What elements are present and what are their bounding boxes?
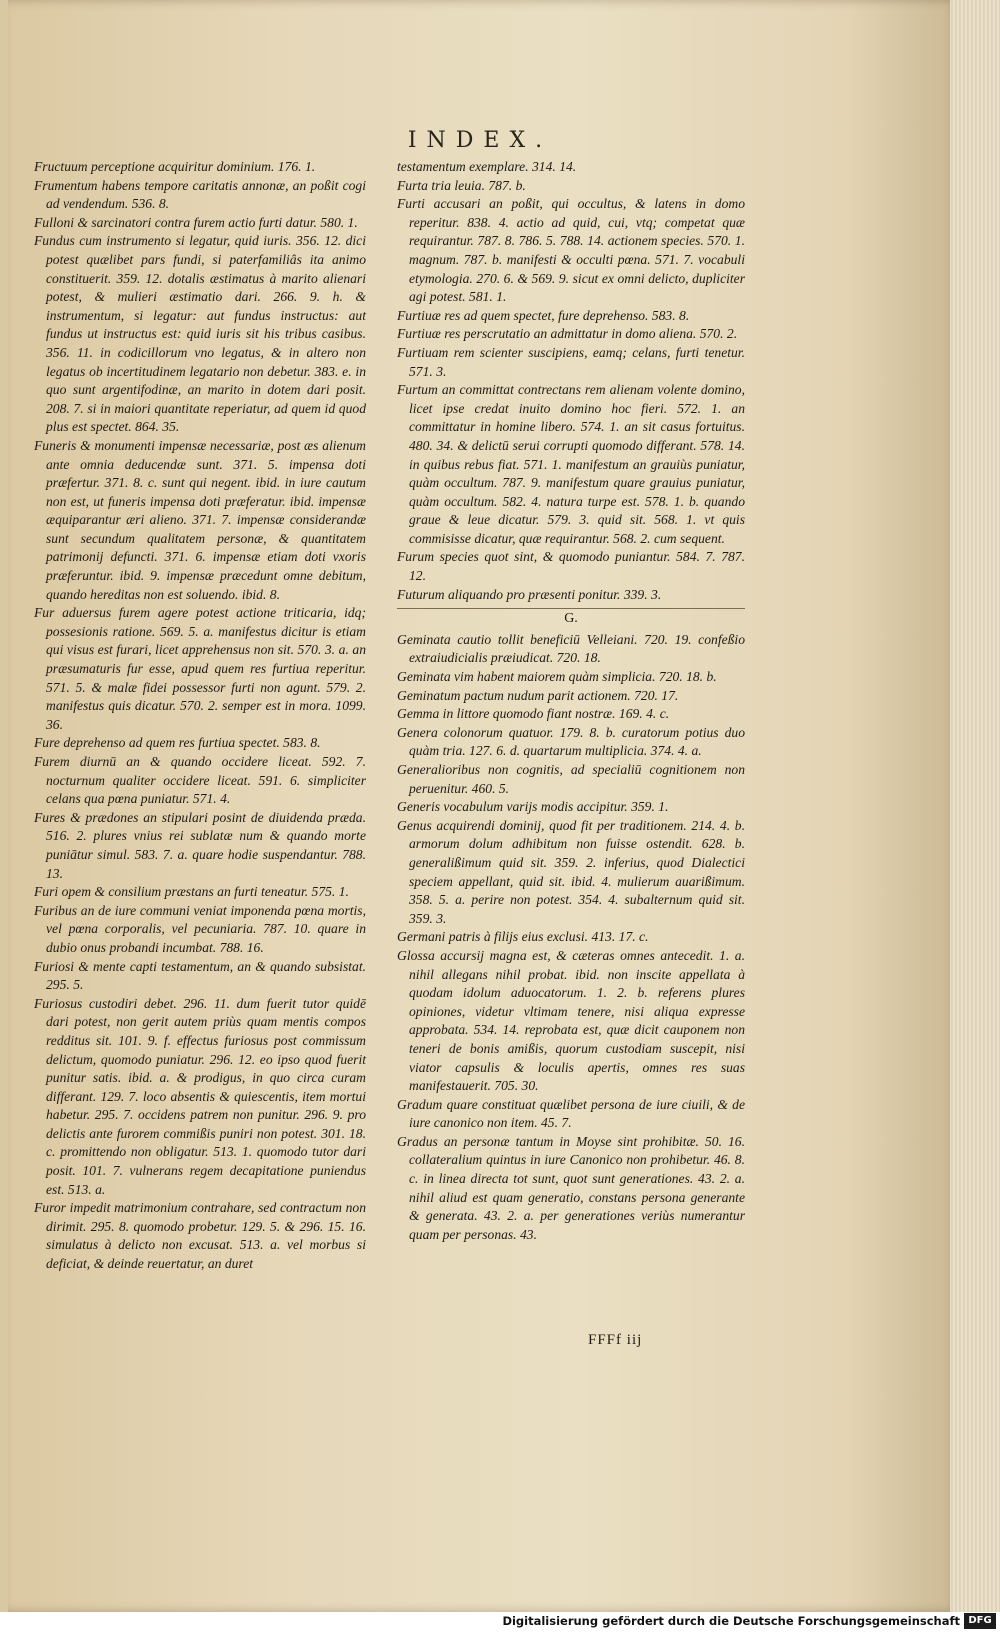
index-entry: Furor impedit matrimonium contrahare, sed contractum non dirimit. 295. 8. quomodo probetur. 129. 5. & 296. 15. 16. simulatus à delicto non excusat. 513. a. vel morbus si deficiat, & deinde reuertatur, an duret [34, 1200, 366, 1272]
page-header: INDEX. [407, 128, 553, 153]
index-entry: Gemma in littore quomodo fiant nostræ. 169. 4. c. [397, 706, 670, 722]
index-entry: Fures & prædones an stipulari posint de diuidenda præda. 516. 2. plures vnius rei sublatæ num & quando morte puniātur simul. 583. 7. a. quare hodie suspendantur. 788. 13. [34, 809, 366, 881]
index-entry: Furtiuam rem scienter suscipiens, eamq; celans, furti tenetur. 571. 3. [397, 344, 745, 379]
index-entry: Furti accusari an poßit, qui occultus, & latens in domo reperitur. 838. 4. actio ad quid, cui, vtq; competat quæ requirantur. 787. 8. 786. 5. 788. 14. actionem species. 570. 1. magnum. 787. b. manifesti & occulti pœna. 571. 7. vocabuli etymologia. 270. 6. & 569. 9. sicut ex omni delicto, dupliciter agi potest. 581. 1. [397, 196, 745, 305]
index-entry: Fure deprehenso ad quem res furtiua spectet. 583. 8. [34, 735, 321, 751]
index-entry: Futurum aliquando pro præsenti ponitur. 339. 3. [397, 586, 662, 602]
index-entry: Furtiuæ res perscrutatio an admittatur in domo aliena. 570. 2. [397, 326, 738, 342]
index-entry: Fructuum perceptione acquiritur dominium. 176. 1. [34, 159, 316, 174]
dfg-logo: DFG [964, 1613, 996, 1629]
index-entry: Furibus an de iure communi veniat imponenda pœna mortis, vel pœna corporalis, vel pecuniaria. 787. 10. quare in dubio onus probandi incumbat. 788. 16. [34, 902, 366, 955]
index-entry: Glossa accursij magna est, & cæteras omnes antecedit. 1. a. nihil allegans nihil probat. ibid. non inscite appellata à quodam idolum aduocatorum. 1. 2. b. referens plures opiniones, videtur vltimam tenere, nisi aliqua expresse approbata. 534. 14. reprobata est, quæ dicit cauponem non teneri de bonis amißis, quorum custodiam suscepit, nisi viator capsulis & loculis apertis, omnes res suas manifestauerit. 705. 30. [397, 947, 745, 1094]
index-entry: Germani patris à filijs eius exclusi. 413. 17. c. [397, 929, 649, 945]
index-entry: Geminatum pactum nudum parit actionem. 720. 17. [397, 687, 679, 703]
index-entry: Gradum quare constituat quælibet persona de iure ciuili, & de iure canonico non item. 45. 7. [397, 1096, 745, 1131]
index-entry: Furiosus custodiri debet. 296. 11. dum fuerit tutor quidē dari potest, non gerit autem priùs quam mentis compos redditus sit. 101. 9. f. effectus furiosus post commissum delictum, quomodo puniatur. 296. 12. eo ipso quod fuerit punitur satis. ibid. a. & prodigus, in quo circa curam differant. 129. 7. loco absentis & quiescentis, item mortui habetur. 295. 7. occidens patrem non punitur. 296. 9. pro delictis ante furorem commißis puniri non potest. 301. 18. c. promittendo non obligatur. 513. 1. quomodo tutor dari posit. 101. 7. vulnerans regem decapitatione puniendus est. 513. a. [34, 995, 366, 1197]
index-entry: Frumentum habens tempore caritatis annonæ, an poßit cogi ad vendendum. 536. 8. [34, 177, 366, 212]
index-entry: Furem diurnū an & quando occidere liceat. 592. 7. nocturnum qualiter occidere liceat. 591. 6. simpliciter celans qua pœna puniatur. 571. 4. [34, 754, 366, 807]
index-entry: Fulloni & sarcinatori contra furem actio furti datur. 580. 1. [34, 214, 358, 230]
funding-credit[interactable]: Digitalisierung gefördert durch die Deutsche Forschungsgemeinschaft [502, 1614, 960, 1628]
page-edges [950, 0, 1000, 1612]
index-entry: Furum species quot sint, & quomodo puniantur. 584. 7. 787. 12. [397, 549, 745, 584]
left-column [34, 158, 366, 1274]
right-column [397, 158, 745, 1244]
index-entry: Funeris & monumenti impensæ necessariæ, post æs alienum ante omnia deducendæ sunt. 371. 5. impensa doti præfertur. 371. 8. c. sunt qui negent. ibid. in iure cautum non est, ut funeris impensa doti præferatur. ibid. impensæ æquiparantur æri alieno. 371. 7. impensæ considerandæ sunt secundum qualitatem personæ, & quantitatem patrimonij defuncti. 371. 6. impensæ etiam doti vxoris præferuntur. ibid. 9. impensæ præcedunt omne debitum, quando hereditas non est soluendo. ibid. 8. [34, 437, 366, 602]
signature-mark: FFFf iij [588, 1332, 643, 1348]
index-entry: Furiosi & mente capti testamentum, an & quando subsistat. 295. 5. [34, 958, 366, 993]
index-entry: Furtum an committat contrectans rem alienam volente domino, licet ipse credat inuito domino hoc fieri. 572. 1. an committatur in homine libero. 574. 1. an sit casus fortuitus. 480. 34. & delictū serui corrupti quomodo differant. 578. 14. in quibus rebus fiat. 571. 1. manifestum an grauiùs puniatur, quàm occultum. 787. 9. manifestum quare grauius puniatur, quàm occultum. 582. 4. natura turpe est. 578. 1. b. quando graue & leue dicatur. 579. 3. quid sit. 568. 1. vt quis commisisse dicatur, quæ requirantur. 568. 2. cum sequent. [397, 382, 745, 546]
index-entry: Furtiuæ res ad quem spectet, fure deprehenso. 583. 8. [397, 307, 690, 323]
index-entry: Geminata vim habent maiorem quàm simplicia. 720. 18. b. [397, 669, 717, 685]
index-entry: Fur aduersus furem agere potest actione triticaria, idq; possesionis ratione. 569. 5. a. manifestus dicitur is etiam qui visus est furari, licet apprehensus non sit. 570. 3. a. an præsumaturis fur esse, apud quem res furtiua reperitur. 571. 5. & malæ fidei possessor furti non agunt. 579. 2. manifestus quis dicatur. 570. 2. semper est in mora. 1099. 36. [34, 605, 366, 732]
index-entry: Genera colonorum quatuor. 179. 8. b. curatorum potius duo quàm tria. 127. 6. d. quartarum multiplicia. 374. 4. a. [397, 724, 745, 759]
index-entry: Fundus cum instrumento si legatur, quid iuris. 356. 12. dici potest quælibet pars fundi, si paterfamiliâs ita animo constituerit. 359. 12. dotalis æstimatus à marito alienari potest, & mulieri æstimatio dari. 266. 9. h. & instrumentum, si legatur: aut fundus instructus: aut fundus ut instructus est: quid iuris sit his tribus casibus. 356. 11. in codicillorum vno legatus, & in altero non legatus ob incertitudinem legatario non debetur. 383. e. in quo sunt argentifodinæ, an marito in dotem dari posit. 208. 7. si in maiori quantitate reperiatur, ad quem id quod plus est spectet. 864. 35. [34, 233, 366, 435]
index-entry: testamentum exemplare. 314. 14. [397, 159, 577, 174]
index-entry: Gradus an personæ tantum in Moyse sint prohibitæ. 50. 16. collateralium quintus in iure Canonico non prohibetur. 46. 8. c. in linea directa tot sunt, quot sunt generationes. 43. 2. a. nihil aliud est quam generatio, constans persona generante & generata. 43. 2. a. per generationes veriùs numerantur quam per personas. 43. [397, 1133, 745, 1242]
index-entry: Generis vocabulum varijs modis accipitur. 359. 1. [397, 799, 669, 815]
index-entry: Furta tria leuia. 787. b. [397, 177, 526, 193]
index-entry: Generalioribus non cognitis, ad specialiū cognitionem non peruenitur. 460. 5. [397, 762, 745, 796]
index-entry: Furi opem & consilium præstans an furti teneatur. 575. 1. [34, 884, 349, 900]
index-entry: Geminata cautio tollit beneficiū Velleiani. 720. 19. confeßio extraiudicialis præiudicat. 720. 18. [397, 631, 745, 666]
index-entry: Genus acquirendi dominij, quod fit per traditionem. 214. 4. b. armorum dolum adhibitum non fuisse ostendit. 628. b. generalißimum quid sit. 359. 2. inferius, quod Dialectici speciem appellant, quid sit. ibid. 4. mulierum auarißimum. 358. 5. a. perire non potest. 354. 4. subalternum quid sit. 359. 3. [397, 817, 745, 926]
letter-divider: G. [397, 608, 745, 629]
